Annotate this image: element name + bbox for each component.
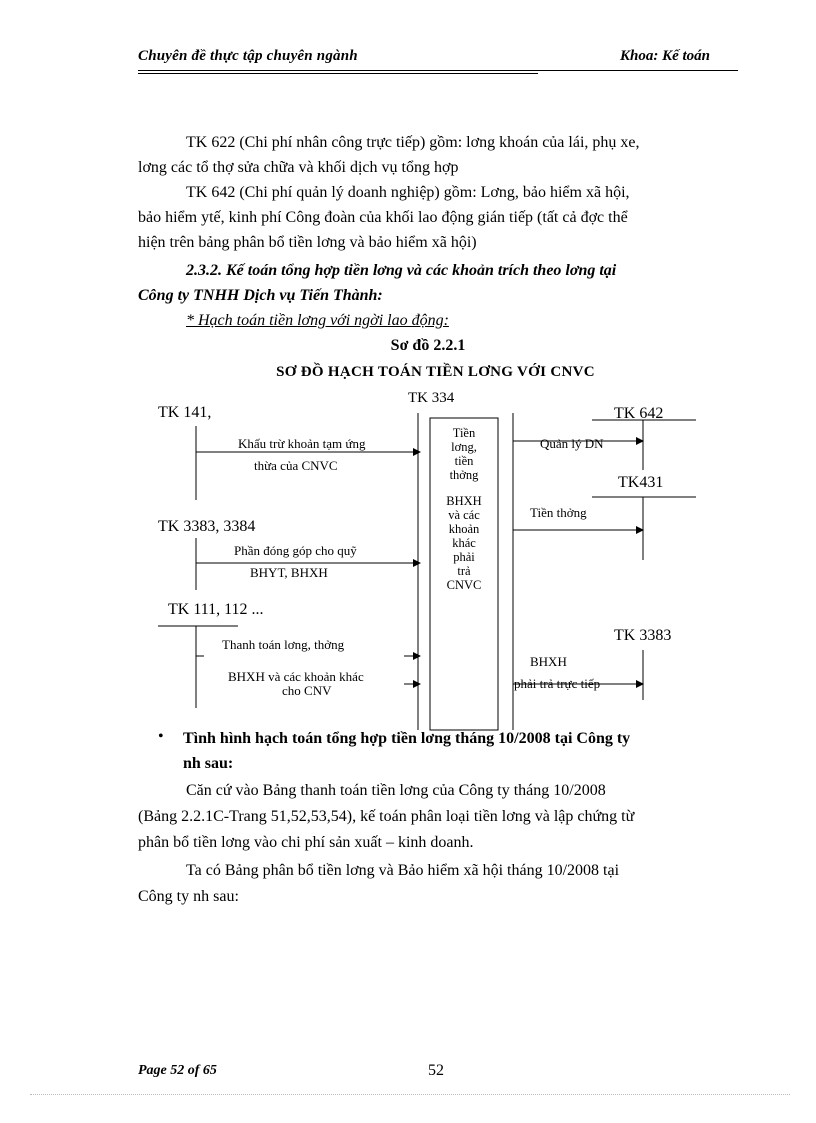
box-line: và các bbox=[448, 508, 480, 522]
flow2-label-b: BHYT, BHXH bbox=[250, 565, 328, 580]
bullet-line2: nh sau: bbox=[183, 755, 234, 772]
p1-line1: TK 622 (Chi phí nhân công trực tiếp) gồm: lơng khoán của lái, phụ xe, bbox=[186, 134, 640, 151]
p2-line3: hiện trên bảng phân bổ tiền lơng và bảo hiểm xã hội) bbox=[138, 234, 477, 251]
bullet-text bbox=[183, 726, 739, 776]
label-tk3383-3384: TK 3383, 3384 bbox=[158, 518, 256, 535]
p2-line1: TK 642 (Chi phí quản lý doanh nghiệp) gồm: Lơng, bảo hiểm xã hội, bbox=[186, 184, 630, 201]
label-tk334: TK 334 bbox=[408, 390, 455, 406]
flow1-label-a: Khấu trừ khoản tạm ứng bbox=[238, 436, 366, 451]
section-heading-2-3-2 bbox=[138, 258, 738, 308]
sub-heading bbox=[138, 308, 738, 333]
box-line: tiền bbox=[454, 454, 474, 468]
header-rule-secondary bbox=[138, 73, 538, 74]
c1-line1: Căn cứ vào Bảng thanh toán tiền lơng của Công ty tháng 10/2008 bbox=[186, 782, 606, 799]
footer-page-number: 52 bbox=[428, 1062, 444, 1079]
label-tk141: TK 141, bbox=[158, 404, 212, 421]
flow1-label-b: thừa của CNVC bbox=[254, 458, 338, 473]
box-line: lơng, bbox=[451, 440, 477, 454]
box-line bbox=[432, 482, 496, 494]
p2-line2: bảo hiểm ytế, kinh phí Công đoàn của khối lao động gián tiếp (tất cả đợc thể bbox=[138, 209, 628, 226]
header-rule bbox=[138, 70, 738, 71]
tk334-box-text bbox=[432, 426, 496, 592]
flow2-label-a: Phần đóng góp cho quỹ bbox=[234, 543, 357, 558]
out1-label: Quản lý DN bbox=[540, 436, 604, 451]
box-line: thởng bbox=[449, 468, 479, 482]
paragraph-tk622 bbox=[138, 130, 738, 180]
out3-label-a: BHXH bbox=[530, 654, 567, 669]
c2-line2: Công ty nh sau: bbox=[138, 888, 239, 905]
out3-label-b: phải trả trực tiếp bbox=[514, 676, 601, 691]
box-line: trả bbox=[457, 564, 471, 578]
flow3-label-b: BHXH và các khoản khác bbox=[228, 669, 364, 684]
diagram-number: Sơ đồ 2.2.1 bbox=[390, 337, 466, 354]
c1-line3: phân bổ tiền lơng vào chi phí sản xuất – kinh doanh. bbox=[138, 834, 474, 851]
label-tk3383: TK 3383 bbox=[614, 627, 672, 644]
box-line: Tiền bbox=[452, 426, 476, 440]
flow3-label-a: Thanh toán lơng, thởng bbox=[222, 637, 345, 652]
label-tk431: TK431 bbox=[618, 474, 664, 491]
sub-heading-text: * Hạch toán tiền lơng với ngời lao động: bbox=[186, 312, 449, 329]
c1-line2: (Bảng 2.2.1C-Trang 51,52,53,54), kế toán phân loại tiền lơng và lập chứng từ bbox=[138, 808, 635, 825]
section-line1: 2.3.2. Kế toán tổng hợp tiền lơng và các khoản trích theo lơng tại bbox=[186, 262, 617, 279]
box-line: phải bbox=[453, 550, 475, 564]
box-line: khác bbox=[452, 536, 476, 550]
box-line: BHXH bbox=[446, 494, 482, 508]
header-right-title: Khoa: Kế toán bbox=[620, 48, 711, 64]
header-left-title: Chuyên đề thực tập chuyên ngành bbox=[138, 48, 358, 64]
footer-page-of: Page 52 of 65 bbox=[138, 1063, 217, 1078]
bullet-line1: Tình hình hạch toán tổng hợp tiền lơng tháng 10/2008 tại Công ty bbox=[183, 730, 631, 747]
paragraph-allocation bbox=[138, 858, 738, 910]
label-tk111-112: TK 111, 112 ... bbox=[168, 601, 264, 618]
out2-label: Tiền thởng bbox=[530, 505, 587, 520]
box-line: CNVC bbox=[446, 578, 482, 592]
p1-line2: lơng các tổ thợ sửa chữa và khối dịch vụ tổng hợp bbox=[138, 159, 459, 176]
flow3-label-c: cho CNV bbox=[282, 683, 332, 698]
paragraph-basis bbox=[138, 778, 738, 856]
section-line2: Công ty TNHH Dịch vụ Tiến Thành: bbox=[138, 287, 383, 304]
paragraph-tk642 bbox=[138, 180, 738, 255]
bullet-icon: • bbox=[158, 728, 164, 745]
diagram-title: SƠ ĐỒ HẠCH TOÁN TIỀN LƠNG VỚI CNVC bbox=[276, 364, 595, 380]
c2-line1: Ta có Bảng phân bổ tiền lơng và Bảo hiểm xã hội tháng 10/2008 tại bbox=[186, 862, 620, 879]
box-line: khoản bbox=[448, 522, 480, 536]
page-bottom-border bbox=[30, 1094, 790, 1095]
label-tk642: TK 642 bbox=[614, 405, 664, 422]
